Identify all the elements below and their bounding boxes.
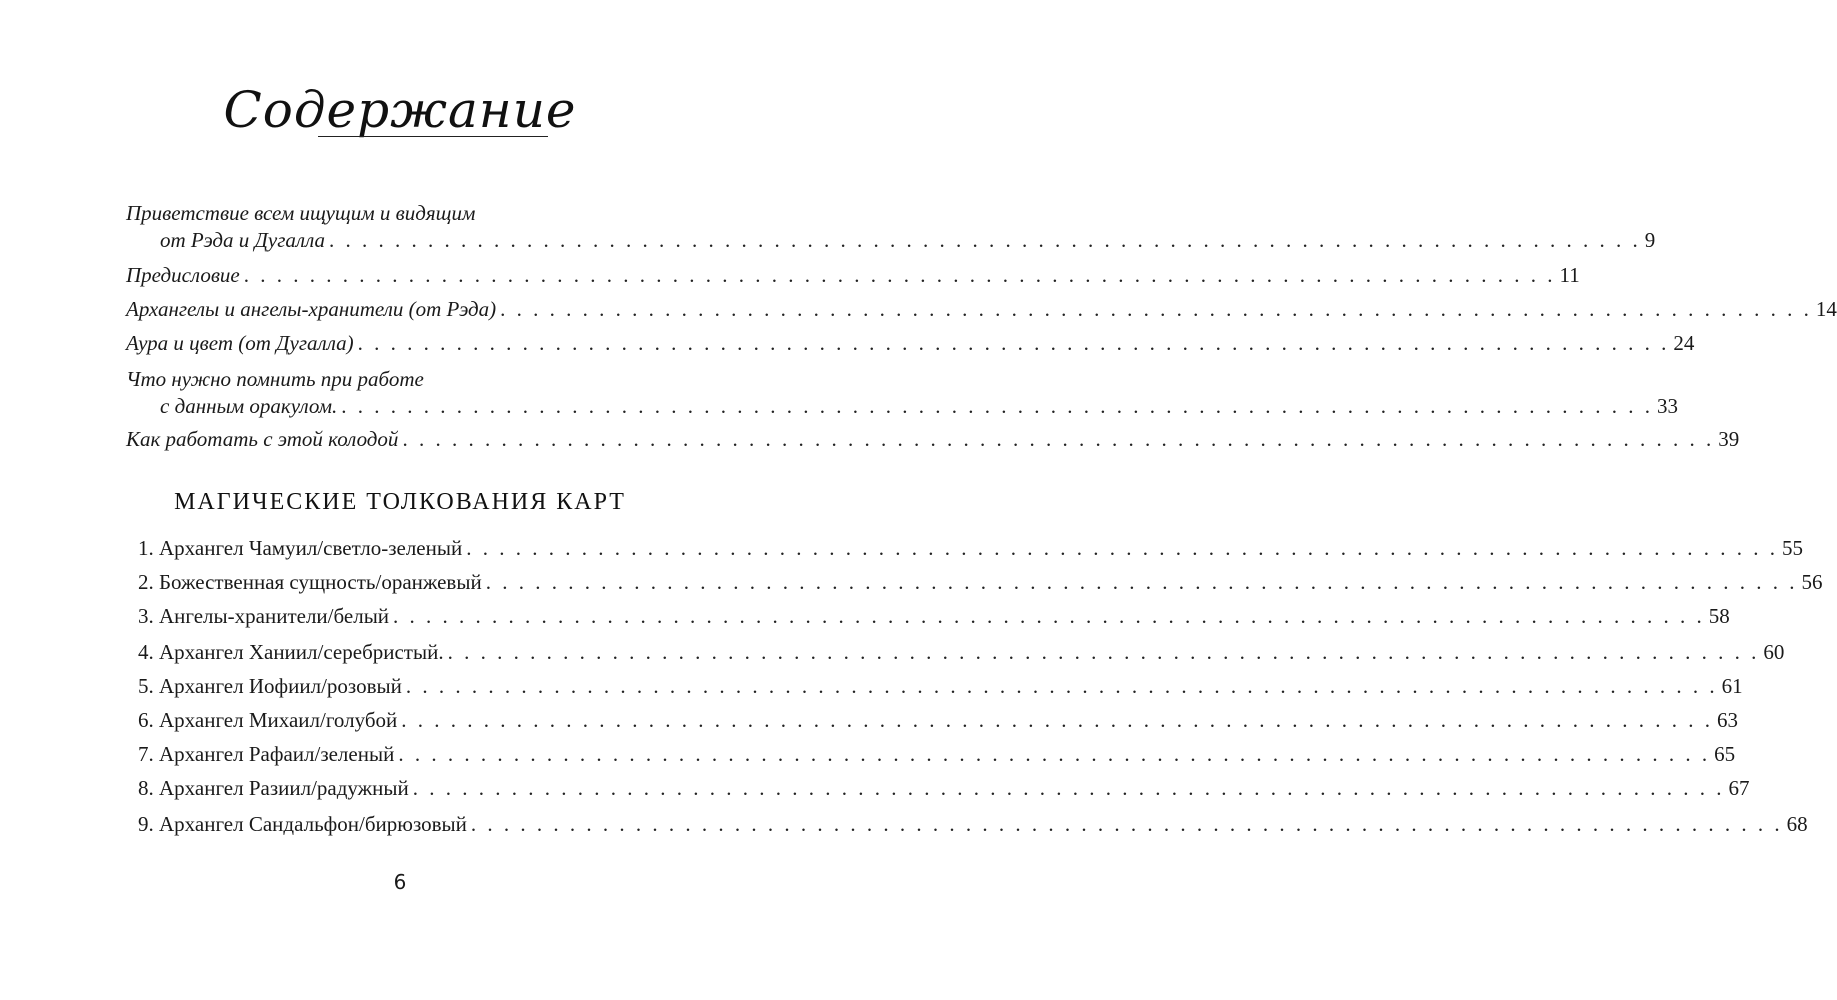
toc-entry-title: Что нужно помнить при работе	[126, 367, 424, 391]
card-entry-page: 58	[1708, 604, 1730, 628]
card-entry-page: 55	[1781, 536, 1803, 560]
dot-leader: . . . . . . . . . . . . . . . . . . . . . . . . . . . . . . . . . . . . . . . . . . . . . . . . . . . . . . . . . . . . . . . . . . . . . . . . . . . . . . . .	[402, 427, 1715, 451]
card-entry-title: 7. Архангел Рафаил/зеленый	[138, 742, 395, 766]
card-entry-title: 1. Архангел Чамуил/светло-зеленый	[138, 536, 463, 560]
toc-entry-title: от Рэда и Дугалла	[160, 228, 325, 252]
toc-entry-page: 24	[1673, 331, 1695, 355]
title-underline	[318, 136, 548, 137]
card-entry-page: 67	[1728, 776, 1750, 800]
card-entry-title: 3. Ангелы-хранители/белый	[138, 604, 390, 628]
toc-entry-page: 9	[1644, 228, 1656, 252]
card-entry-page: 68	[1786, 812, 1808, 836]
toc-entry-greeting[interactable]	[126, 200, 1656, 254]
dot-leader: . . . . . . . . . . . . . . . . . . . . . . . . . . . . . . . . . . . . . . . . . . . . . . . . . . . . . . . . . . . . . . . . . . . . . . . . . . . . . . . .	[393, 604, 1705, 628]
dot-leader: . . . . . . . . . . . . . . . . . . . . . . . . . . . . . . . . . . . . . . . . . . . . . . . . . . . . . . . . . . . . . . . . . . . . . . . . . . . . . . . .	[329, 228, 1641, 252]
toc-entry-title: Как работать с этой колодой	[126, 427, 399, 451]
toc-entry-archangels[interactable]	[126, 296, 1837, 323]
toc-entry-page: 14	[1815, 297, 1837, 321]
card-entry-1[interactable]	[138, 534, 1803, 562]
card-entry-9[interactable]	[138, 810, 1808, 838]
card-entry-page: 65	[1714, 742, 1736, 766]
card-entry-7[interactable]	[138, 740, 1736, 768]
toc-entry-title: Аура и цвет (от Дугалла)	[126, 331, 354, 355]
dot-leader: . . . . . . . . . . . . . . . . . . . . . . . . . . . . . . . . . . . . . . . . . . . . . . . . . . . . . . . . . . . . . . . . . . . . . . . . . . . . . . . .	[401, 708, 1714, 732]
card-entry-page: 63	[1717, 708, 1739, 732]
toc-entry-page: 39	[1718, 427, 1740, 451]
card-entry-8[interactable]	[138, 774, 1750, 802]
dot-leader: . . . . . . . . . . . . . . . . . . . . . . . . . . . . . . . . . . . . . . . . . . . . . . . . . . . . . . . . . . . . . . . . . . . . . . . . . . . . . . . .	[357, 331, 1670, 355]
toc-entry-remember[interactable]	[126, 366, 1678, 420]
page-title: Содержание	[223, 81, 577, 139]
dot-leader: . . . . . . . . . . . . . . . . . . . . . . . . . . . . . . . . . . . . . . . . . . . . . . . . . . . . . . . . . . . . . . . . . . . . . . . . . . . . . . . .	[412, 776, 1725, 800]
card-entry-page: 56	[1801, 570, 1823, 594]
card-entry-5[interactable]	[138, 672, 1743, 700]
page-number: 6	[393, 870, 407, 894]
card-entry-4[interactable]	[138, 638, 1785, 666]
toc-entry-title: Приветствие всем ищущим и видящим	[126, 201, 476, 225]
card-entry-2[interactable]	[138, 568, 1823, 596]
toc-entry-preface[interactable]	[126, 262, 1580, 289]
dot-leader: . . . . . . . . . . . . . . . . . . . . . . . . . . . . . . . . . . . . . . . . . . . . . . . . . . . . . . . . . . . . . . . . . . . . . . . . . . . . . . . .	[243, 263, 1556, 287]
card-entry-3[interactable]	[138, 602, 1730, 630]
dot-leader: . . . . . . . . . . . . . . . . . . . . . . . . . . . . . . . . . . . . . . . . . . . . . . . . . . . . . . . . . . . . . . . . . . . . . . . . . . . . . . . .	[398, 742, 1711, 766]
card-entry-title: 2. Божественная сущность/оранжевый	[138, 570, 482, 594]
toc-entry-title: с данным оракулом.	[160, 394, 338, 418]
card-entry-title: 5. Архангел Иофиил/розовый	[138, 674, 402, 698]
toc-entry-page: 11	[1559, 263, 1580, 287]
dot-leader: . . . . . . . . . . . . . . . . . . . . . . . . . . . . . . . . . . . . . . . . . . . . . . . . . . . . . . . . . . . . . . . . . . . . . . . . . . . . . . . .	[466, 536, 1778, 560]
dot-leader: . . . . . . . . . . . . . . . . . . . . . . . . . . . . . . . . . . . . . . . . . . . . . . . . . . . . . . . . . . . . . . . . . . . . . . . . . . . . . . . .	[447, 640, 1760, 664]
toc-entry-aura[interactable]	[126, 330, 1695, 357]
card-entry-title: 4. Архангел Ханиил/серебристый.	[138, 640, 444, 664]
toc-entry-how-to-work[interactable]	[126, 426, 1740, 453]
card-entry-6[interactable]	[138, 706, 1739, 734]
dot-leader: . . . . . . . . . . . . . . . . . . . . . . . . . . . . . . . . . . . . . . . . . . . . . . . . . . . . . . . . . . . . . . . . . . . . . . . . . . . . . . . .	[485, 570, 1798, 594]
card-entry-page: 60	[1763, 640, 1785, 664]
card-entry-title: 8. Архангел Разиил/радужный	[138, 776, 409, 800]
dot-leader: . . . . . . . . . . . . . . . . . . . . . . . . . . . . . . . . . . . . . . . . . . . . . . . . . . . . . . . . . . . . . . . . . . . . . . . . . . . . . . . .	[405, 674, 1718, 698]
card-entry-title: 6. Архангел Михаил/голубой	[138, 708, 398, 732]
toc-entry-page: 33	[1657, 394, 1678, 418]
dot-leader: . . . . . . . . . . . . . . . . . . . . . . . . . . . . . . . . . . . . . . . . . . . . . . . . . . . . . . . . . . . . . . . . . . . . . . . . . . . . . . . .	[470, 812, 1783, 836]
dot-leader: . . . . . . . . . . . . . . . . . . . . . . . . . . . . . . . . . . . . . . . . . . . . . . . . . . . . . . . . . . . . . . . . . . . . . . . . . . . . . . . .	[500, 297, 1812, 321]
card-entry-title: 9. Архангел Сандальфон/бирюзовый	[138, 812, 467, 836]
card-entry-page: 61	[1721, 674, 1743, 698]
section-heading: МАГИЧЕСКИЕ ТОЛКОВАНИЯ КАРТ	[174, 489, 626, 515]
dot-leader: . . . . . . . . . . . . . . . . . . . . . . . . . . . . . . . . . . . . . . . . . . . . . . . . . . . . . . . . . . . . . . . . . . . . . . . . . . . . . . . .	[341, 394, 1653, 418]
toc-entry-title: Архангелы и ангелы-хранители (от Рэда)	[126, 297, 497, 321]
toc-entry-title: Предисловие	[126, 263, 240, 287]
